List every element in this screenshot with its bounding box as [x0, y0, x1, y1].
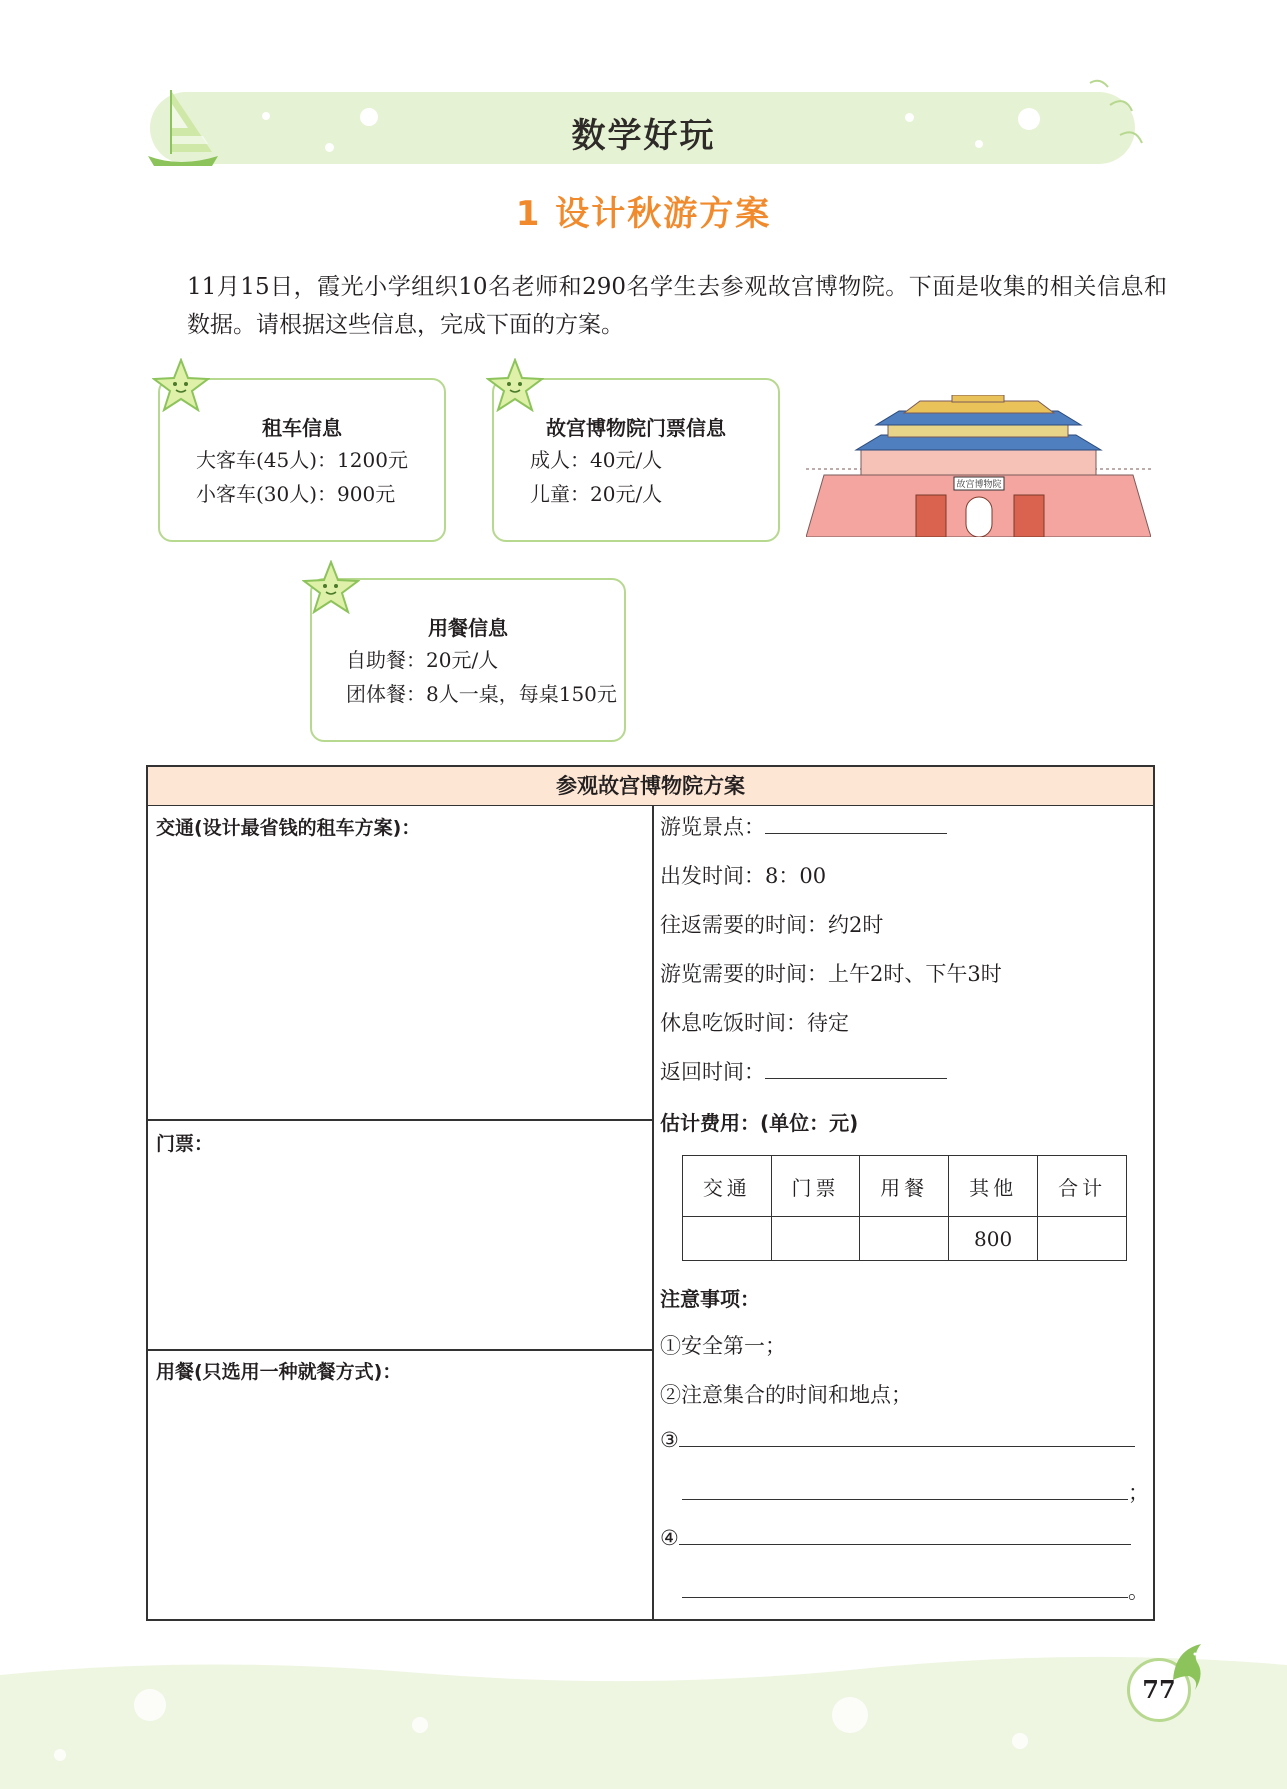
- transport-label: 交通(设计最省钱的租车方案)：: [156, 817, 421, 839]
- cost-value-transport[interactable]: [683, 1217, 772, 1261]
- card-divider: [366, 578, 606, 580]
- return-time-field[interactable]: [660, 1056, 947, 1086]
- meal-line-buffet: 自助餐：20元/人: [346, 648, 499, 672]
- note-4-field[interactable]: [660, 1526, 1131, 1550]
- notes-title: 注意事项：: [660, 1287, 760, 1311]
- tour-duration: 游览需要的时间：上午2时、下午3时: [660, 962, 1002, 986]
- intro-paragraph: 11月15日，霞光小学组织10名老师和290名学生去参观故宫博物院。下面是收集的相关信息和数据。请根据这些信息，完成下面的方案。: [187, 274, 1167, 338]
- meals-label: 用餐(只选用一种就餐方式)：: [156, 1361, 402, 1383]
- return-time-label: 返回时间：: [660, 1060, 765, 1084]
- note-4-blank[interactable]: [679, 1526, 1131, 1545]
- card-divider: [215, 378, 430, 380]
- ticket-line-child: 儿童：20元/人: [530, 482, 663, 506]
- cost-header-tickets: 门票: [771, 1156, 860, 1217]
- cost-title: 估计费用：(单位：元): [660, 1111, 859, 1135]
- meal-line-group: 团体餐：8人一桌，每桌150元: [346, 682, 617, 706]
- note-4-end: 。: [1128, 1579, 1149, 1603]
- note-4-blank-line2[interactable]: [682, 1579, 1128, 1598]
- note-4-continued[interactable]: [682, 1575, 1149, 1605]
- plan-table-title: 参观故宫博物院方案: [148, 767, 1153, 806]
- plan-row-divider: [148, 1119, 652, 1121]
- note-3-end: ；: [1128, 1481, 1149, 1505]
- plan-row-divider: [148, 1349, 652, 1351]
- cost-header-total: 合计: [1038, 1156, 1127, 1217]
- star-icon: [486, 358, 544, 412]
- note-4-marker: ④: [660, 1526, 679, 1550]
- forbidden-city-illustration: [806, 395, 1151, 537]
- tour-spot-blank[interactable]: [765, 815, 947, 834]
- cost-table: [682, 1155, 1127, 1261]
- note-3-field[interactable]: [660, 1428, 1135, 1452]
- rental-line-small-bus: 小客车(30人)：900元: [196, 482, 396, 506]
- page-number: 77: [1127, 1658, 1191, 1722]
- cost-header-transport: 交通: [683, 1156, 772, 1217]
- section-title: 数学好玩: [571, 116, 716, 156]
- gate-plaque: 故宫博物院: [956, 480, 1002, 490]
- dolphin-icon: [1165, 1640, 1215, 1700]
- cost-header-meals: 用餐: [860, 1156, 949, 1217]
- note-3-continued[interactable]: [682, 1477, 1149, 1507]
- lunch-time: 休息吃饭时间：待定: [660, 1011, 849, 1035]
- cost-header-row: [683, 1156, 1127, 1217]
- tickets-label: 门票：: [156, 1133, 214, 1155]
- note-3-blank-line2[interactable]: [682, 1481, 1128, 1500]
- star-icon: [302, 560, 360, 614]
- star-icon: [152, 358, 210, 412]
- plan-table: [146, 765, 1155, 1621]
- lesson-title: 1 设计秋游方案: [515, 194, 772, 234]
- cost-value-meals[interactable]: [860, 1217, 949, 1261]
- note-3-blank[interactable]: [679, 1428, 1135, 1447]
- bottom-wave-decoration: [0, 1645, 1287, 1789]
- note-2: ②注意集合的时间和地点；: [660, 1383, 912, 1407]
- round-trip-time: 往返需要的时间：约2时: [660, 913, 884, 937]
- cost-value-total[interactable]: [1038, 1217, 1127, 1261]
- cost-value-other: 800: [948, 1217, 1037, 1261]
- rental-line-large-bus: 大客车(45人)：1200元: [196, 448, 408, 472]
- card-divider: [548, 378, 763, 380]
- cost-value-tickets[interactable]: [771, 1217, 860, 1261]
- cost-header-other: 其他: [948, 1156, 1037, 1217]
- cost-value-row: [683, 1217, 1127, 1261]
- tour-spot-label: 游览景点：: [660, 815, 765, 839]
- note-1: ①安全第一；: [660, 1334, 786, 1358]
- return-time-blank[interactable]: [765, 1060, 947, 1079]
- ticket-line-adult: 成人：40元/人: [530, 448, 663, 472]
- note-3-marker: ③: [660, 1428, 679, 1452]
- ticket-info-title: 故宫博物院门票信息: [546, 416, 726, 440]
- depart-time: 出发时间：8：00: [660, 864, 827, 888]
- rental-info-title: 租车信息: [262, 416, 342, 440]
- plan-column-divider: [652, 805, 654, 1619]
- tour-spot-field[interactable]: [660, 811, 947, 841]
- meal-info-title: 用餐信息: [428, 616, 508, 640]
